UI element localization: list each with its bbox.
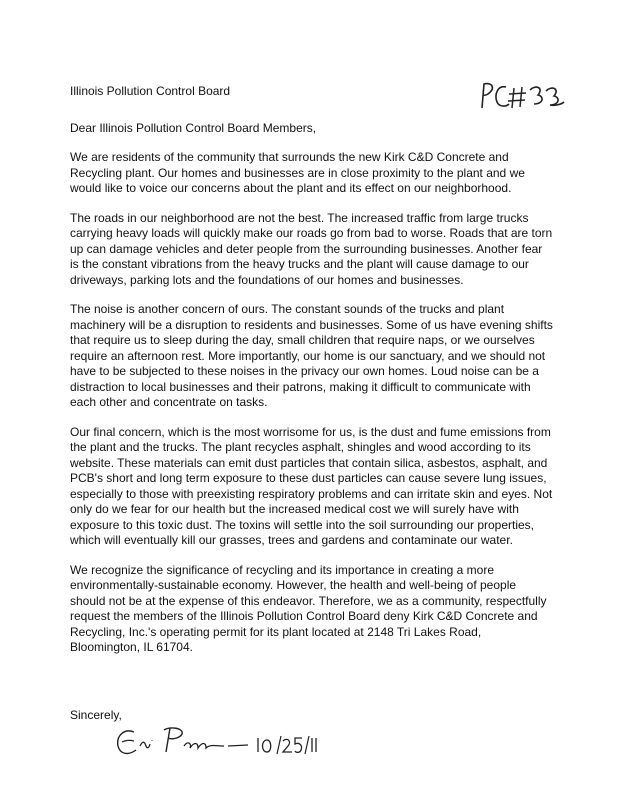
salutation: Dear Illinois Pollution Control Board Members, xyxy=(70,121,317,135)
handwritten-date xyxy=(255,732,317,758)
paragraph-request: We recognize the significance of recycling and its importance in creating a more environmentally-sustainable economy. However, the health and well-being of people should not be at the expense of this endeavor. Therefore, we as a community, respectfully request the members of the Illinois Pollution Control Board deny Kirk C&D Concrete and Recycling, Inc.'s operating permit for its plant located at 2148 Tri Lakes Road, Bloomington, IL 61704. xyxy=(70,562,547,654)
letter-body xyxy=(70,150,554,670)
paragraph-introduction: We are residents of the community that surrounds the new Kirk C&D Concrete and Recycling plant. Our homes and businesses are in close proximity to the plant and we would like to voice our concerns about the plant and its effect on our neighborhood. xyxy=(70,150,525,195)
paragraph-dust: Our final concern, which is the most worrisome for us, is the dust and fume emissions from the plant and the trucks. The plant recycles asphalt, shingles and wood according to its website. These materials can emit dust particles that contain silica, asbestos, asphalt, and PCB's short and long term exposure to these dust particles can cause severe lung issues, especially to those with preexisting respiratory problems and can irritate skin and eyes. Not only do we fear for our health but the increased medical cost we will surely have with exposure to this toxic dust. The toxins will settle into the soil surrounding our properties, which will eventually kill our grasses, trees and gardens and contaminate our water. xyxy=(70,424,553,547)
closing: Sincerely, xyxy=(70,708,122,722)
recipient-line: Illinois Pollution Control Board xyxy=(70,84,231,98)
handwritten-stamp-mark xyxy=(476,78,566,114)
paragraph-roads: The roads in our neighborhood are not the best. The increased traffic from large trucks carrying heavy loads will quickly make our roads go from bad to worse. Roads that are torn up can damage vehicles and deter people from the surrounding businesses. Another fear is the constant vibrations from the heavy trucks and the plant will cause damage to our driveways, parking lots and the foundations of our homes and businesses. xyxy=(70,210,553,287)
paragraph-noise: The noise is another concern of ours. The constant sounds of the trucks and plant machinery will be a disruption to residents and businesses. Some of us have evening shifts that require us to sleep during the day, small children that require naps, or we ourselves require an afternoon rest. More importantly, our home is our sanctuary, and we should not have to be subjected to these noises in the privacy our own homes. Loud noise can be a distraction to local businesses and their patrons, making it difficult to communicate with each other and concentrate on tasks. xyxy=(70,302,553,409)
handwritten-signature xyxy=(112,722,252,762)
